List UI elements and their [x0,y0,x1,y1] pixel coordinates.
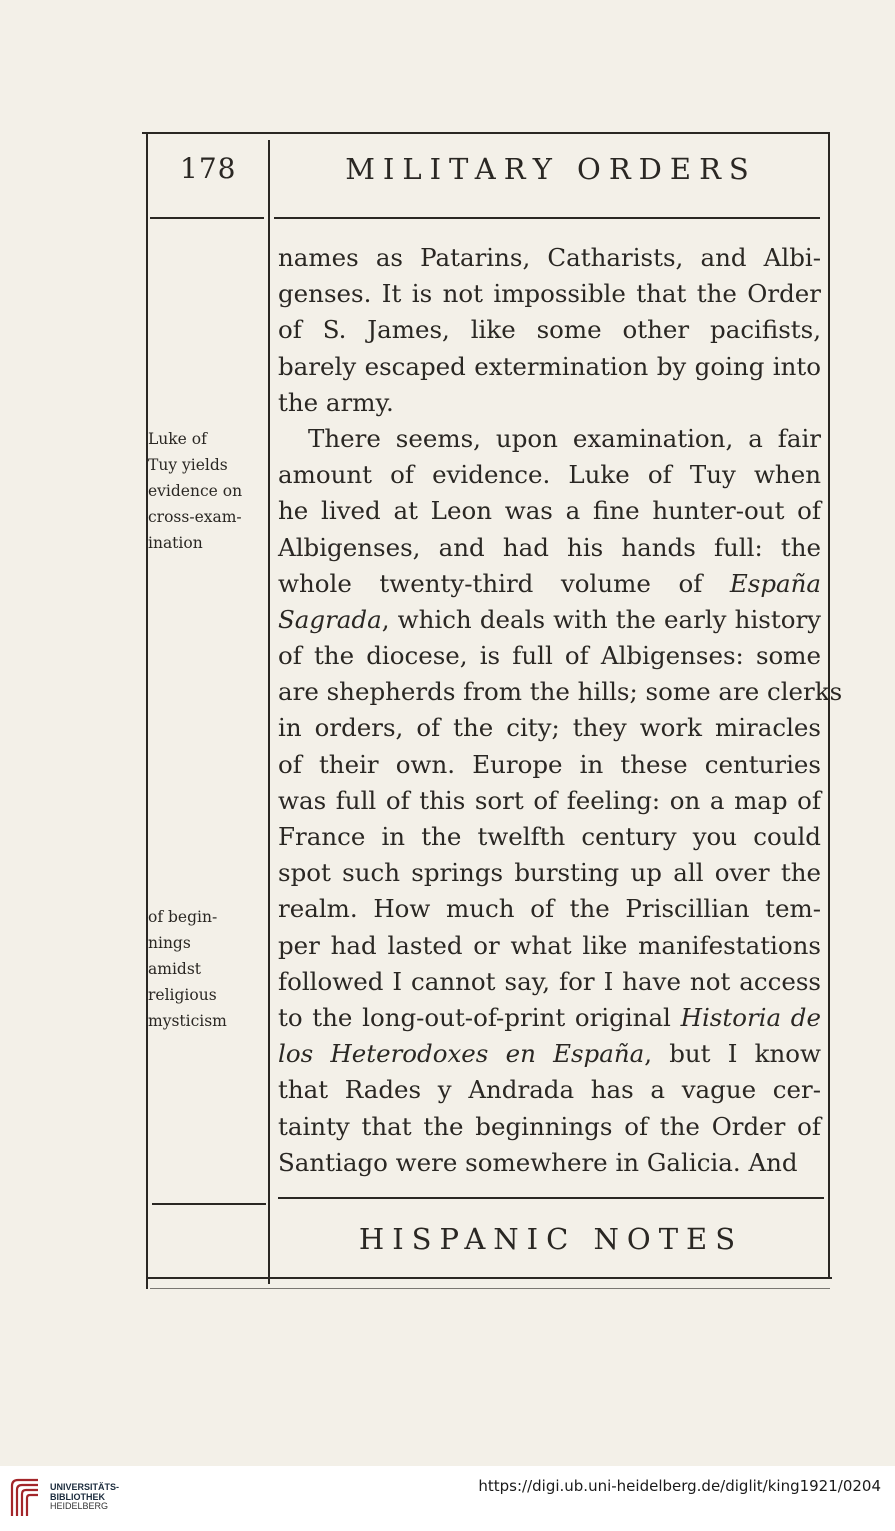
margin-note-line: religious [148,986,217,1004]
text-line [278,674,843,710]
text-line [278,421,821,457]
text-segment: names as Patarins, Catharists, and Albi- [278,243,821,272]
text-line [278,1036,821,1072]
frame-column-divider [268,140,270,1284]
text-line [278,1145,821,1181]
text-line [278,530,821,566]
footer-rule-margin [152,1203,266,1205]
text-segment: tainty that the beginnings of the Order of [278,1111,821,1141]
text-line [278,493,821,529]
frame-bottom-shadow-rule [150,1288,830,1289]
text-line [278,928,821,964]
text-segment: followed I cannot say, for I have not access [278,966,821,996]
text-line [278,602,821,638]
frame-bottom-rule [146,1277,832,1279]
text-line [278,276,821,312]
margin-note-line: evidence on [148,482,243,500]
text-line [278,638,821,674]
text-segment: of their own. Europe in these centuries [278,749,821,779]
margin-note-line: of begin- [148,908,218,926]
text-segment: amount of evidence. Luke of Tuy when [278,460,821,490]
text-segment: barely escaped extermination by going into [278,351,821,381]
text-segment: are shepherds from the hills; some are clerks [278,677,843,707]
text-segment: realm. How much of the Priscillian tem- [278,894,821,924]
text-segment: that Rades y Andrada has a vague cer- [278,1075,821,1105]
library-name-line-3: HEIDELBERG [50,1501,109,1511]
text-line [278,240,821,276]
text-segment: the army. [278,387,394,417]
running-title: MILITARY ORDERS [345,152,757,186]
text-line [278,566,821,602]
library-name [50,1483,119,1512]
footer-rule-text [278,1197,824,1199]
text-segment: of the diocese, is full of Albigenses: some [278,641,821,671]
footer-title: HISPANIC NOTES [358,1222,744,1256]
text-segment: los Heterodoxes en España [278,1039,645,1069]
text-line [278,964,821,1000]
margin-note-line: ination [148,534,203,552]
frame-top-rule [142,132,830,134]
margin-note-line: Tuy yields [148,456,228,474]
text-line [278,1072,821,1108]
text-line [278,819,821,855]
text-segment: spot such springs bursting up all over the [278,858,821,888]
margin-note-luke-of-tuy [148,426,266,556]
library-name-line-2: BIBLIOTHEK [50,1491,105,1502]
margin-note-beginnings [148,904,266,1034]
margin-note-line: amidst [148,960,202,978]
text-line [278,457,821,493]
text-line [278,1000,821,1036]
text-line [278,891,821,927]
text-segment: , which deals with the early history [381,604,821,634]
text-segment: España [729,568,821,598]
text-line [278,349,821,385]
text-line [278,747,821,783]
margin-note-line: Luke of [148,430,207,448]
text-segment: he lived at Leon was a fine hunter-out of [278,496,821,526]
text-segment: to the long-out-of-print original [278,1002,681,1032]
text-segment: Historia de [680,1002,821,1032]
header-rule-text [274,217,820,219]
margin-note-line: mysticism [148,1012,227,1030]
header-rule-margin [150,217,264,219]
text-segment: There seems, upon examination, a fair [308,423,821,453]
text-segment: of S. James, like some other pacifists, [278,315,821,345]
text-line [278,385,821,421]
viewer-footer-bar [0,1466,895,1531]
text-segment: Albigenses, and had his hands full: the [278,532,821,562]
text-segment: was full of this sort of feeling: on a map of [278,785,821,815]
body-text [278,240,843,1181]
text-segment: whole twenty-third volume of [278,568,730,598]
text-line [278,710,821,746]
text-line [278,783,821,819]
text-segment: France in the twelfth century you could [278,822,821,851]
text-segment: , but I know [644,1039,821,1069]
text-segment: in orders, of the city; they work miracles [278,713,821,743]
margin-note-line: cross-exam- [148,508,242,526]
text-line [278,312,821,348]
source-url-link[interactable]: https://digi.ub.uni-heidelberg.de/diglit/king1921/0204 [478,1477,881,1495]
library-name-line-1: UNIVERSITÄTS- [50,1482,120,1492]
page-number: 178 [180,152,237,185]
margin-note-line: nings [148,934,191,952]
text-segment: Sagrada [278,604,382,634]
text-segment: genses. It is not impossible that the Order [278,279,821,309]
text-segment: per had lasted or what like manifestations [278,930,821,960]
frame-left-rule [146,133,148,1289]
text-line [278,855,821,891]
library-logo-icon [8,1476,44,1520]
text-line [278,1109,821,1145]
text-segment: Santiago were somewhere in Galicia. And [278,1147,798,1177]
